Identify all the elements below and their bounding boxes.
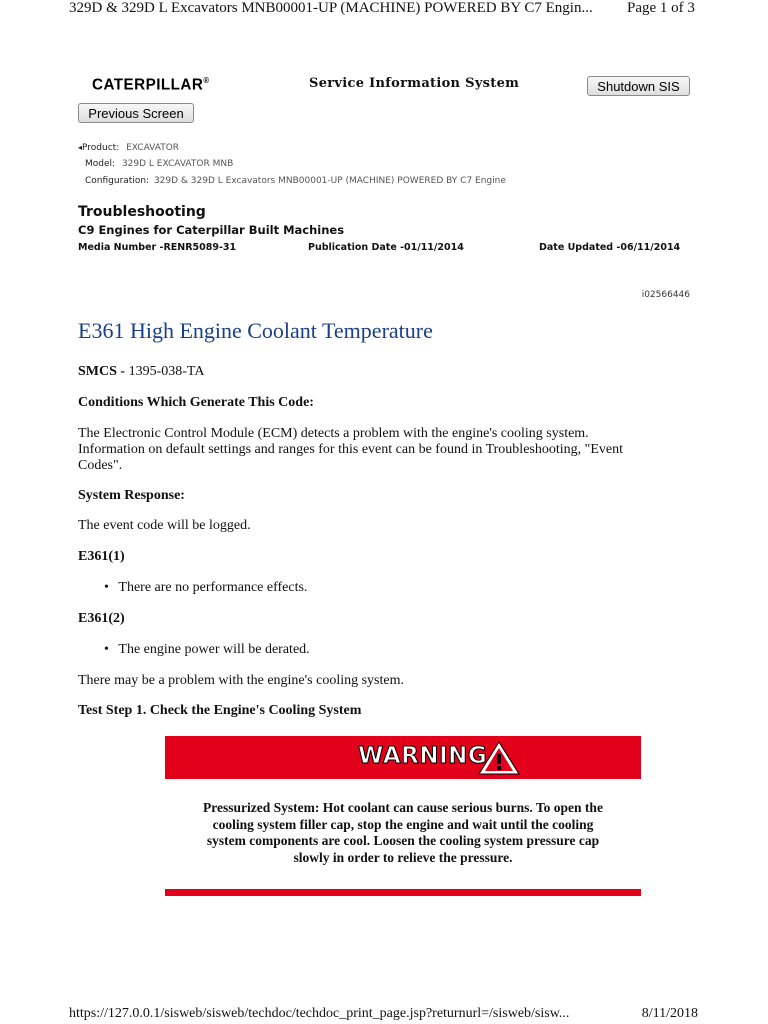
test-step-heading: Test Step 1. Check the Engine's Cooling System — [78, 703, 362, 718]
e361-1-bullet-text: There are no performance effects. — [118, 580, 308, 595]
media-number: Media Number -RENR5089-31 — [78, 242, 237, 253]
bullet-icon: • — [104, 580, 109, 595]
e361-2-bullet-text: The engine power will be derated. — [118, 642, 310, 657]
publication-date: Publication Date -01/11/2014 — [308, 242, 464, 253]
print-footer-url: https://127.0.0.1/sisweb/sisweb/techdoc/techdoc_print_page.jsp?returnurl=/sisweb/sisw... — [69, 1006, 570, 1021]
warning-banner — [165, 736, 641, 779]
e361-2-bullet — [104, 642, 310, 658]
print-footer-date: 8/11/2018 — [641, 1006, 698, 1021]
e361-1-bullet — [104, 580, 307, 596]
model-value: 329D L EXCAVATOR MNB — [121, 159, 234, 169]
configuration-value: 329D & 329D L Excavators MNB00001-UP (MACHINE) POWERED BY C7 Engine — [153, 176, 506, 186]
product-label: Product: — [82, 143, 120, 153]
page-title: E361 High Engine Coolant Temperature — [78, 318, 433, 343]
document-id: i02566446 — [641, 290, 690, 300]
model-label: Model: — [85, 159, 116, 169]
shutdown-sis-button[interactable]: Shutdown SIS — [587, 76, 690, 96]
warning-line-4: slowly in order to relieve the pressure. — [293, 849, 513, 865]
configuration-row — [85, 176, 506, 186]
warning-divider — [165, 889, 641, 896]
model-row — [85, 159, 233, 169]
e361-2-heading: E361(2) — [78, 611, 125, 626]
smcs-line — [78, 364, 690, 380]
previous-screen-button[interactable]: Previous Screen — [78, 103, 194, 123]
product-value: EXCAVATOR — [126, 143, 180, 153]
warning-text — [165, 800, 641, 866]
collapse-arrow-icon[interactable]: ◂ — [78, 143, 83, 152]
product-row — [78, 143, 179, 153]
system-response-heading: System Response: — [78, 488, 185, 503]
conditions-line-3: Codes". — [78, 458, 123, 473]
system-response-text: The event code will be logged. — [78, 518, 251, 533]
warning-line-3: system components are cool. Loosen the cooling system pressure cap — [206, 833, 600, 848]
conditions-heading: Conditions Which Generate This Code: — [78, 395, 314, 410]
smcs-value: 1395-038-TA — [128, 364, 205, 379]
smcs-label: SMCS - — [78, 364, 126, 379]
conditions-paragraph — [78, 426, 690, 474]
doc-heading: Troubleshooting — [78, 204, 206, 220]
sis-title: Service Information System — [309, 76, 520, 91]
cooling-note: There may be a problem with the engine's cooling system. — [78, 673, 404, 688]
date-updated: Date Updated -06/11/2014 — [539, 242, 681, 253]
bullet-icon: • — [104, 642, 109, 657]
e361-1-heading: E361(1) — [78, 549, 125, 564]
warning-line-2: cooling system filler cap, stop the engine and wait until the cooling — [212, 816, 594, 832]
print-header-title: 329D & 329D L Excavators MNB00001-UP (MACHINE) POWERED BY C7 Engin... — [69, 0, 593, 16]
print-header-page-info: Page 1 of 3 — [627, 0, 695, 16]
warning-line-1: Pressurized System: Hot coolant can cause serious burns. To open the — [203, 800, 603, 815]
conditions-line-2: Information on default settings and ranges for this event can be found in Troubleshooting, "Event — [78, 442, 624, 457]
caterpillar-logo: CATERPILLAR® — [92, 76, 210, 94]
conditions-line-1: The Electronic Control Module (ECM) detects a problem with the engine's cooling system. — [78, 426, 589, 441]
warning-label: WARNING — [358, 743, 488, 769]
doc-subheading: C9 Engines for Caterpillar Built Machines — [78, 223, 345, 237]
configuration-label: Configuration: — [85, 176, 150, 186]
